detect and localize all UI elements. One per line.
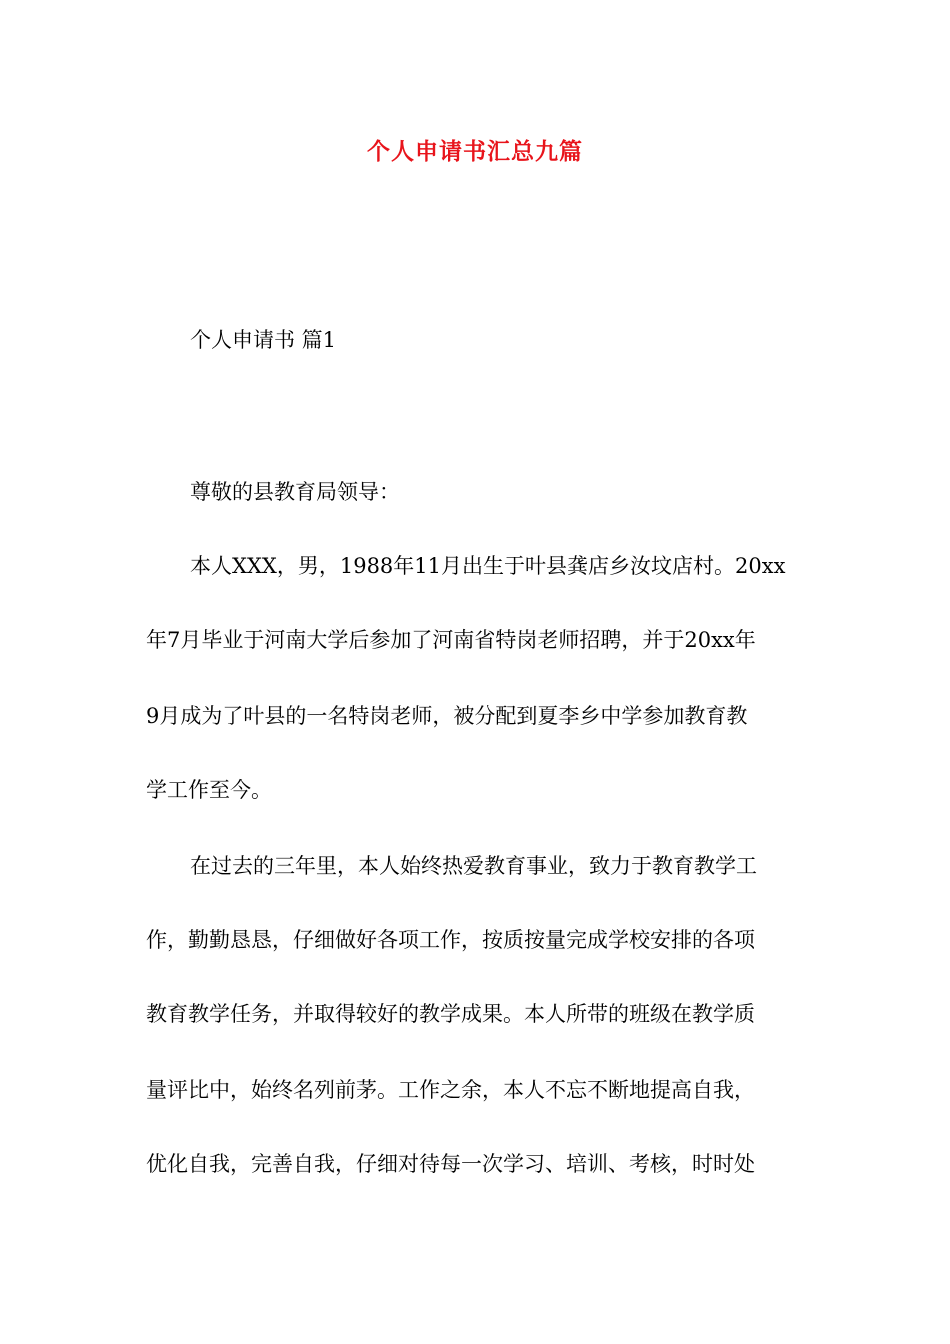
paragraph-line: 9月成为了叶县的一名特岗老师，被分配到夏李乡中学参加教育教	[146, 704, 748, 728]
paragraph-line: 学工作至今。	[146, 778, 272, 802]
salutation: 尊敬的县教育局领导：	[190, 480, 400, 504]
paragraph-line: 在过去的三年里，本人始终热爱教育事业，致力于教育教学工	[190, 854, 757, 878]
paragraph-line: 年7月毕业于河南大学后参加了河南省特岗老师招聘，并于20xx年	[146, 628, 756, 652]
paragraph-line: 优化自我，完善自我，仔细对待每一次学习、培训、考核，时时处	[146, 1152, 755, 1176]
paragraph-line: 作，勤勤恳恳，仔细做好各项工作，按质按量完成学校安排的各项	[146, 928, 755, 952]
paragraph-line: 本人XXX，男，1988年11月出生于叶县龚店乡汝坟店村。20xx	[190, 554, 786, 578]
paragraph-line: 教育教学任务，并取得较好的教学成果。本人所带的班级在教学质	[146, 1002, 755, 1026]
section-heading: 个人申请书 篇1	[190, 328, 337, 352]
document-title: 个人申请书汇总九篇	[367, 138, 583, 165]
paragraph-line: 量评比中，始终名列前茅。工作之余，本人不忘不断地提高自我，	[146, 1078, 755, 1102]
